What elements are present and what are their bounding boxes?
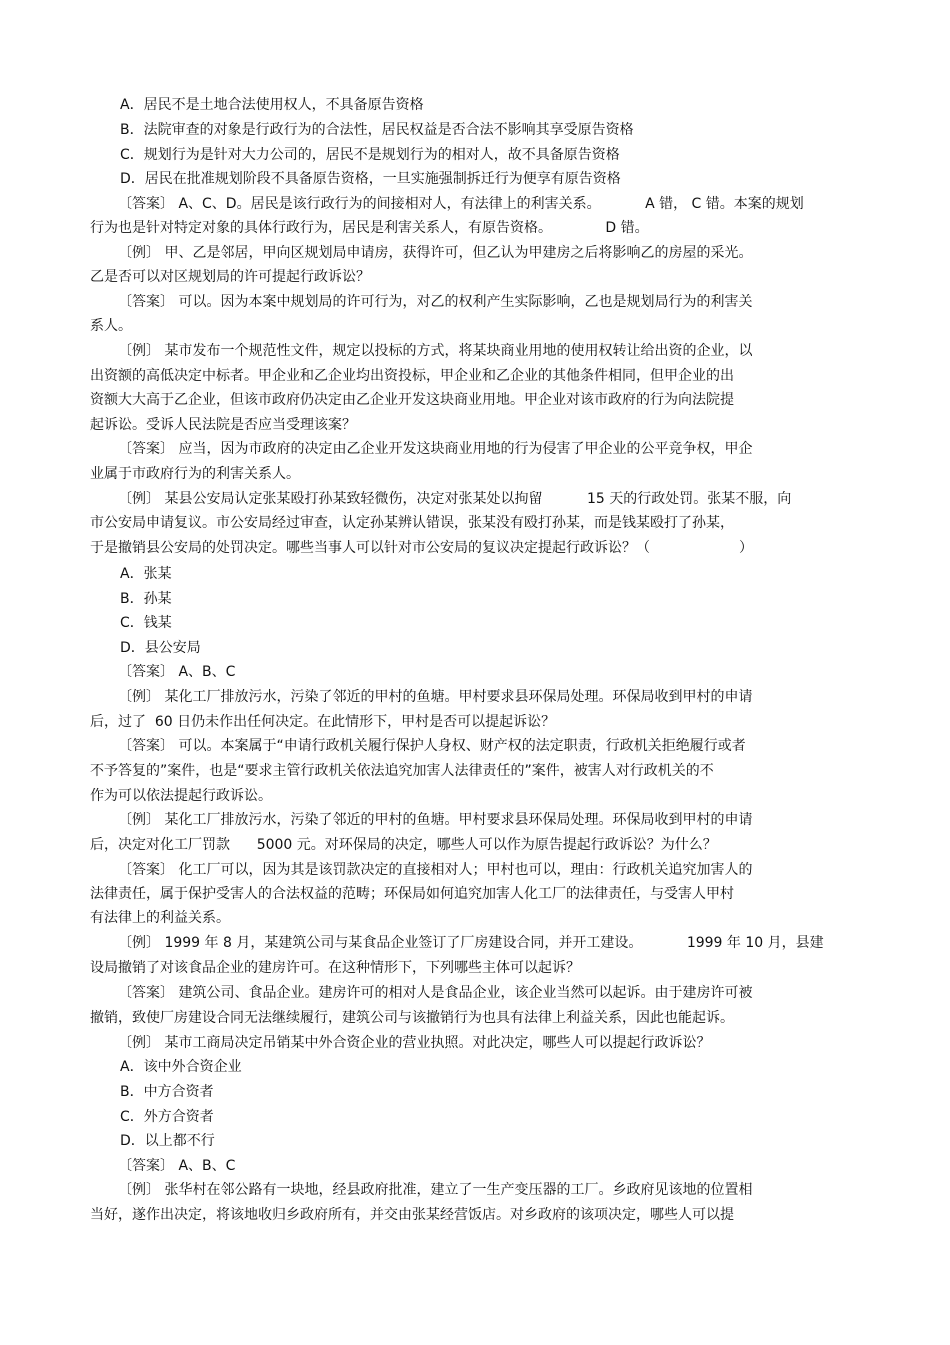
text-line: 〔答案〕 建筑公司、食品企业。建房许可的相对人是食品企业，该企业当然可以起诉。由于建房许可被 <box>118 985 753 1001</box>
text-line: 〔例〕 某化工厂排放污水，污染了邻近的甲村的鱼塘。甲村要求县环保局处理。环保局收到甲村的申请 <box>118 689 753 705</box>
text-line: 后，决定对化工厂罚款 5000 元。对环保局的决定，哪些人可以作为原告提起行政诉讼？为什么？ <box>90 837 717 853</box>
text-line: 撤销，致使厂房建设合同无法继续履行，建筑公司与该撤销行为也具有法律上利益关系，因此也能起诉。 <box>90 1010 734 1026</box>
text-line: 〔答案〕 A、B、C <box>118 664 236 680</box>
text-line: 设局撤销了对该食品企业的建房许可。在这种情形下，下列哪些主体可以起诉？ <box>90 960 580 976</box>
text-line: B．法院审查的对象是行政行为的合法性，居民权益是否合法不影响其享受原告资格 <box>120 122 634 138</box>
text-line: D．以上都不行 <box>120 1133 215 1149</box>
text-line: 〔答案〕 A、C、D。居民是该行政行为的间接相对人，有法律上的利害关系。 A 错， C 错。本案的规划 <box>118 196 804 212</box>
text-line: 〔答案〕 可以。本案属于“申请行政机关履行保护人身权、财产权的法定职责，行政机关拒绝履行或者 <box>118 738 746 754</box>
text-line: 〔例〕 某县公安局认定张某殴打孙某致轻微伤，决定对张某处以拘留 15 天的行政处罚。张某不服，向 <box>118 491 792 507</box>
text-line: 〔例〕 某市工商局决定吊销某中外合资企业的营业执照。对此决定，哪些人可以提起行政诉讼？ <box>118 1035 711 1051</box>
text-line: 不予答复的”案件，也是“要求主管行政机关依法追究加害人法律责任的”案件，被害人对行政机关的不 <box>90 763 714 779</box>
text-line: 出资额的高低决定中标者。甲企业和乙企业均出资投标，甲企业和乙企业的其他条件相同，但甲企业的出 <box>90 368 734 384</box>
text-line: C．规划行为是针对大力公司的，居民不是规划行为的相对人，故不具备原告资格 <box>120 147 620 163</box>
text-line: 起诉讼。受诉人民法院是否应当受理该案？ <box>90 417 356 433</box>
text-line: 〔例〕 张华村在邻公路有一块地，经县政府批准，建立了一生产变压器的工厂。乡政府见该地的位置相 <box>118 1182 753 1198</box>
text-line: 系人。 <box>90 318 132 334</box>
text-line: B．孙某 <box>120 591 172 607</box>
text-line: 法律责任，属于保护受害人的合法权益的范畴；环保局如何追究加害人化工厂的法律责任，与受害人甲村 <box>90 886 734 902</box>
text-line: 有法律上的利益关系。 <box>90 910 230 926</box>
text-line: 〔答案〕 应当，因为市政府的决定由乙企业开发这块商业用地的行为侵害了甲企业的公平竞争权，甲企 <box>118 441 753 457</box>
text-line: 乙是否可以对区规划局的许可提起行政诉讼？ <box>90 269 370 285</box>
text-line: D．县公安局 <box>120 640 201 656</box>
text-line: 〔答案〕 化工厂可以，因为其是该罚款决定的直接相对人；甲村也可以，理由：行政机关追究加害人的 <box>118 862 753 878</box>
text-line: 〔答案〕 A、B、C <box>118 1158 236 1174</box>
text-line: 〔答案〕 可以。因为本案中规划局的许可行为，对乙的权利产生实际影响，乙也是规划局行为的利害关 <box>118 294 753 310</box>
text-line: C．外方合资者 <box>120 1109 214 1125</box>
text-line: 〔例〕 某化工厂排放污水，污染了邻近的甲村的鱼塘。甲村要求县环保局处理。环保局收到甲村的申请 <box>118 812 753 828</box>
text-line: 业属于市政府行为的利害关系人。 <box>90 466 300 482</box>
text-line: A．居民不是土地合法使用权人，不具备原告资格 <box>120 97 424 113</box>
text-line: A．该中外合资企业 <box>120 1059 242 1075</box>
text-line: 〔例〕 1999 年 8 月，某建筑公司与某食品企业签订了厂房建设合同，并开工建设。 1999 年 10 月，县建 <box>118 935 824 951</box>
text-line: 后，过了 60 日仍未作出任何决定。在此情形下，甲村是否可以提起诉讼？ <box>90 714 556 730</box>
text-line: A．张某 <box>120 566 172 582</box>
text-line: 〔例〕 甲、乙是邻居，甲向区规划局申请房，获得许可，但乙认为甲建房之后将影响乙的房屋的采光。 <box>118 245 753 261</box>
text-line: 于是撤销县公安局的处罚决定。哪些当事人可以针对市公安局的复议决定提起行政诉讼？（ ） <box>90 540 754 556</box>
text-line: D．居民在批准规划阶段不具备原告资格，一旦实施强制拆迁行为便享有原告资格 <box>120 171 621 187</box>
text-line: C．钱某 <box>120 615 172 631</box>
text-line: 行为也是针对特定对象的具体行政行为，居民是利害关系人，有原告资格。 D 错。 <box>90 220 649 236</box>
text-line: 作为可以依法提起行政诉讼。 <box>90 788 272 804</box>
text-line: 当好，遂作出决定，将该地收归乡政府所有，并交由张某经营饭店。对乡政府的该项决定，哪些人可以提 <box>90 1207 734 1223</box>
text-line: 资额大大高于乙企业，但该市政府仍决定由乙企业开发这块商业用地。甲企业对该市政府的行为向法院提 <box>90 392 734 408</box>
text-line: 〔例〕 某市发布一个规范性文件，规定以投标的方式，将某块商业用地的使用权转让给出资的企业，以 <box>118 343 753 359</box>
text-line: B．中方合资者 <box>120 1084 214 1100</box>
text-line: 市公安局申请复议。市公安局经过审查，认定孙某辨认错误，张某没有殴打孙某，而是钱某殴打了孙某， <box>90 515 734 531</box>
